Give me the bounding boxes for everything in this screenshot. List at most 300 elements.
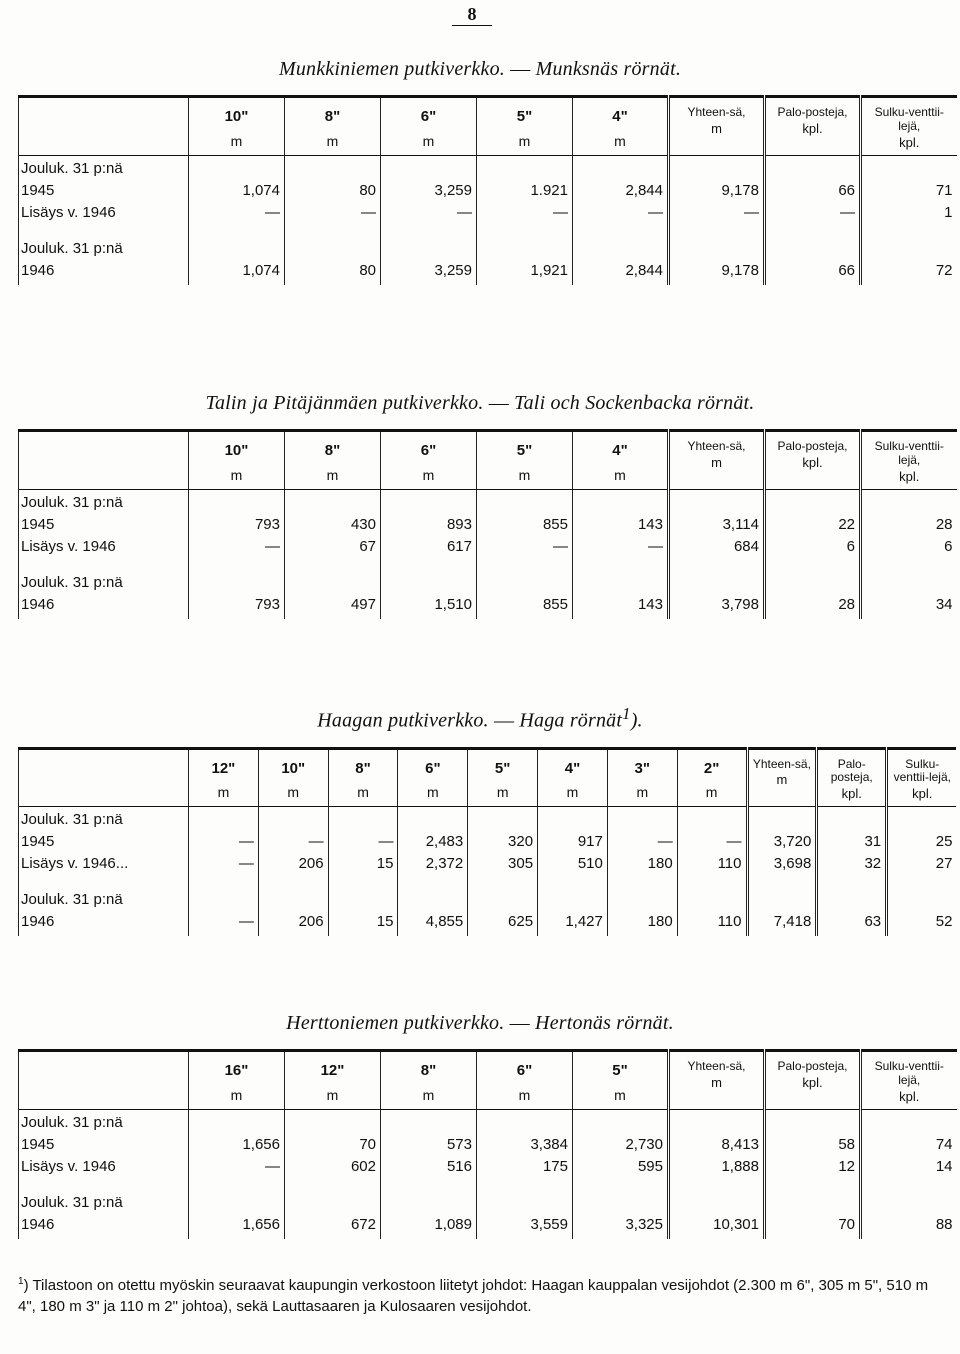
- data-cell: 2,844: [573, 178, 669, 200]
- spacer-cell: [747, 873, 817, 887]
- data-cell: 74: [861, 1132, 957, 1154]
- column-label: 6": [425, 759, 441, 777]
- data-cell: 3,325: [573, 1212, 669, 1239]
- empty-cell: [669, 489, 765, 512]
- column-unit: m: [230, 132, 243, 149]
- data-cell: 305: [468, 851, 538, 873]
- column-label: 8": [324, 442, 341, 459]
- column-label: 5": [494, 759, 511, 777]
- empty-cell: [669, 236, 765, 258]
- spacer-cell: [477, 556, 573, 570]
- data-cell: 320: [468, 829, 538, 851]
- data-cell: 15: [328, 909, 398, 936]
- title-separator: —: [510, 58, 531, 80]
- empty-cell: [765, 570, 861, 592]
- data-cell: 3,798: [669, 592, 765, 619]
- row-label: Jouluk. 31 p:nä: [19, 807, 189, 830]
- data-cell: 206: [258, 851, 328, 873]
- data-cell: 2,372: [398, 851, 468, 873]
- statistics-table: [18, 95, 957, 285]
- data-cell: —: [189, 1154, 285, 1176]
- empty-cell: [477, 1190, 573, 1212]
- column-unit: kpl.: [899, 134, 920, 150]
- column-unit: m: [326, 466, 339, 483]
- data-cell: 25: [887, 829, 957, 851]
- spacer-cell: [573, 1176, 669, 1190]
- data-cell: 180: [607, 851, 677, 873]
- spacer-row: [19, 873, 957, 887]
- column-label: 10": [281, 759, 306, 777]
- column-label: 4": [612, 108, 628, 125]
- data-cell: 7,418: [747, 909, 817, 936]
- data-cell: 28: [765, 592, 861, 619]
- data-cell: 573: [381, 1132, 477, 1154]
- spacer-cell: [189, 1176, 285, 1190]
- data-cell: 88: [861, 1212, 957, 1239]
- data-cell: 175: [477, 1154, 573, 1176]
- table-row: [19, 909, 957, 936]
- column-label: 8": [355, 759, 371, 777]
- column-label: 8": [420, 1062, 437, 1079]
- data-cell: 14: [861, 1154, 957, 1176]
- column-header: [477, 97, 573, 156]
- empty-cell: [573, 155, 669, 178]
- spacer-cell: [669, 222, 765, 236]
- spacer-cell: [538, 873, 608, 887]
- column-label: Palo-posteja,: [777, 105, 848, 119]
- title-separator: —: [488, 392, 509, 414]
- data-cell: 70: [285, 1132, 381, 1154]
- empty-cell: [189, 887, 259, 909]
- data-cell: 893: [381, 512, 477, 534]
- header-row: [19, 748, 957, 807]
- column-unit: m: [422, 132, 435, 149]
- data-cell: 110: [677, 909, 747, 936]
- empty-cell: [258, 807, 328, 830]
- data-cell: 66: [765, 258, 861, 285]
- data-cell: 143: [573, 592, 669, 619]
- empty-cell: [765, 1190, 861, 1212]
- section-title: [0, 704, 960, 733]
- empty-cell: [381, 236, 477, 258]
- data-cell: 12: [765, 1154, 861, 1176]
- column-label: Sulku-venttii-lejä,: [874, 105, 944, 133]
- row-label: Lisäys v. 1946: [19, 200, 189, 222]
- data-cell: 31: [817, 829, 887, 851]
- table-row: [19, 829, 957, 851]
- empty-cell: [189, 236, 285, 258]
- column-unit: m: [326, 1086, 339, 1103]
- empty-cell: [861, 489, 957, 512]
- data-cell: 63: [817, 909, 887, 936]
- empty-cell: [765, 155, 861, 178]
- empty-cell: [189, 570, 285, 592]
- data-cell: 4,855: [398, 909, 468, 936]
- column-header: [285, 97, 381, 156]
- column-unit: kpl.: [802, 120, 823, 136]
- empty-cell: [189, 1190, 285, 1212]
- column-unit: m: [326, 132, 339, 149]
- data-cell: 27: [887, 851, 957, 873]
- empty-cell: [861, 155, 957, 178]
- column-unit: m: [427, 784, 439, 801]
- column-unit: m: [614, 132, 626, 149]
- column-unit: m: [711, 120, 722, 136]
- data-cell: 6: [765, 534, 861, 556]
- column-unit: m: [422, 466, 435, 483]
- spacer-cell: [285, 556, 381, 570]
- spacer-cell: [669, 1176, 765, 1190]
- spacer-cell: [381, 1176, 477, 1190]
- empty-cell: [381, 570, 477, 592]
- data-cell: 180: [607, 909, 677, 936]
- data-cell: 15: [328, 851, 398, 873]
- spacer-cell: [765, 556, 861, 570]
- spacer-cell: [669, 556, 765, 570]
- column-label: 10": [224, 442, 249, 459]
- data-cell: 3,259: [381, 178, 477, 200]
- data-cell: 793: [189, 592, 285, 619]
- empty-cell: [381, 155, 477, 178]
- data-cell: 1,089: [381, 1212, 477, 1239]
- column-label: Sulku-venttii-lejä,: [874, 1059, 944, 1087]
- header-row: [19, 1051, 957, 1110]
- data-cell: 793: [189, 512, 285, 534]
- column-header: [573, 97, 669, 156]
- column-label: 12": [211, 759, 236, 777]
- row-label: Jouluk. 31 p:nä: [19, 1109, 189, 1132]
- spacer-cell: [573, 222, 669, 236]
- column-label: 10": [224, 108, 249, 125]
- row-label: Lisäys v. 1946: [19, 534, 189, 556]
- empty-cell: [573, 1190, 669, 1212]
- data-cell: —: [677, 829, 747, 851]
- empty-cell: [747, 887, 817, 909]
- data-cell: 1,921: [477, 258, 573, 285]
- table-row: [19, 1154, 957, 1176]
- row-label: 1945: [19, 178, 189, 200]
- spacer-cell: [285, 222, 381, 236]
- spacer-cell: [677, 873, 747, 887]
- statistics-table: [18, 1049, 957, 1239]
- spacer-cell: [381, 222, 477, 236]
- data-cell: 617: [381, 534, 477, 556]
- data-cell: 2,844: [573, 258, 669, 285]
- spacer-cell: [861, 556, 957, 570]
- data-cell: —: [765, 200, 861, 222]
- spacer-cell: [189, 222, 285, 236]
- title-separator: —: [509, 1012, 530, 1034]
- data-cell: 1,074: [189, 258, 285, 285]
- spacer-cell: [19, 1176, 189, 1190]
- empty-cell: [887, 887, 957, 909]
- empty-cell: [285, 236, 381, 258]
- data-cell: 52: [887, 909, 957, 936]
- header-row: [19, 431, 957, 490]
- title-separator: —: [493, 709, 515, 732]
- data-cell: 71: [861, 178, 957, 200]
- footnote-marker: 1: [18, 1276, 24, 1287]
- empty-cell: [477, 236, 573, 258]
- table-row: [19, 178, 957, 200]
- data-cell: —: [607, 829, 677, 851]
- spacer-cell: [189, 556, 285, 570]
- empty-cell: [285, 1190, 381, 1212]
- spacer-cell: [381, 556, 477, 570]
- data-cell: 3,720: [747, 829, 817, 851]
- empty-cell: [861, 1109, 957, 1132]
- statistics-table: [18, 429, 957, 619]
- column-header: [477, 431, 573, 490]
- spacer-row: [19, 1176, 957, 1190]
- row-label: Jouluk. 31 p:nä: [19, 570, 189, 592]
- column-unit: m: [230, 1086, 243, 1103]
- column-header: [468, 748, 538, 807]
- footnote-text: ) Tilastoon on otettu myöskin seuraavat kaupungin verkostoon liitetyt johdot: Haagan kauppalan vesijohdot (2.300 m 6", 305 m 5", 510 m 4", 180 m 3" ja 110 m 2" johtoa), sekä Lauttasaaren ja Kulosaaren vesijohdot.: [18, 1277, 929, 1315]
- column-header: [258, 748, 328, 807]
- column-label: 12": [320, 1062, 345, 1079]
- data-cell: 143: [573, 512, 669, 534]
- spacer-cell: [607, 873, 677, 887]
- title-sv: Tali och Sockenbacka rörnät.: [514, 392, 755, 414]
- column-label: Yhteen-sä,: [687, 105, 746, 119]
- column-label: 16": [224, 1062, 249, 1079]
- header-label-col: [19, 748, 189, 807]
- data-cell: —: [189, 909, 259, 936]
- spacer-cell: [285, 1176, 381, 1190]
- table-row-heading: [19, 236, 957, 258]
- data-cell: 497: [285, 592, 381, 619]
- table-row: [19, 851, 957, 873]
- column-header: [381, 97, 477, 156]
- column-label: 6": [420, 442, 437, 459]
- data-cell: 1: [861, 200, 957, 222]
- spacer-cell: [19, 873, 189, 887]
- section-title: [0, 392, 960, 415]
- data-cell: —: [189, 851, 259, 873]
- column-header: [398, 748, 468, 807]
- data-cell: 9,178: [669, 258, 765, 285]
- table-row-heading: [19, 807, 957, 830]
- data-cell: 3,259: [381, 258, 477, 285]
- data-cell: 58: [765, 1132, 861, 1154]
- column-label: 3": [634, 759, 651, 777]
- spacer-cell: [328, 873, 398, 887]
- column-header: [285, 431, 381, 490]
- empty-cell: [468, 887, 538, 909]
- column-unit: m: [217, 784, 230, 801]
- data-cell: 9,178: [669, 178, 765, 200]
- column-label: Sulku-venttii-lejä,: [874, 439, 944, 467]
- table-row-heading: [19, 1190, 957, 1212]
- empty-cell: [538, 807, 608, 830]
- section-tali: [0, 392, 960, 619]
- column-label: 5": [612, 1062, 628, 1079]
- data-cell: 855: [477, 512, 573, 534]
- empty-cell: [285, 155, 381, 178]
- empty-cell: [538, 887, 608, 909]
- title-end: ).: [630, 709, 643, 732]
- column-label: Yhteen-sä,: [687, 439, 746, 453]
- column-label: Yhteen-sä,: [687, 1059, 746, 1073]
- spacer-row: [19, 556, 957, 570]
- empty-cell: [573, 1109, 669, 1132]
- title-fi: Munkkiniemen putkiverkko.: [278, 58, 505, 80]
- data-cell: 625: [468, 909, 538, 936]
- spacer-cell: [189, 873, 259, 887]
- column-header: [285, 1051, 381, 1110]
- column-header: [817, 748, 887, 807]
- data-cell: —: [258, 829, 328, 851]
- column-header: [189, 748, 259, 807]
- column-header: [573, 431, 669, 490]
- spacer-cell: [861, 222, 957, 236]
- empty-cell: [669, 570, 765, 592]
- column-header: [189, 97, 285, 156]
- column-unit: m: [711, 1074, 722, 1090]
- column-header: [887, 748, 957, 807]
- title-sv: Hertonäs rörnät.: [535, 1012, 674, 1034]
- empty-cell: [477, 1109, 573, 1132]
- empty-cell: [477, 489, 573, 512]
- section-herttoniemi: [0, 1012, 960, 1239]
- column-label: 5": [516, 442, 533, 459]
- empty-cell: [381, 1109, 477, 1132]
- data-cell: 2,730: [573, 1132, 669, 1154]
- data-cell: 6: [861, 534, 957, 556]
- column-label: 2": [703, 759, 720, 777]
- row-label: 1946: [19, 258, 189, 285]
- table-row: [19, 512, 957, 534]
- table-row-heading: [19, 489, 957, 512]
- data-cell: 595: [573, 1154, 669, 1176]
- spacer-cell: [477, 222, 573, 236]
- data-cell: 516: [381, 1154, 477, 1176]
- column-unit: kpl.: [899, 1088, 920, 1104]
- section-title: [0, 58, 960, 81]
- empty-cell: [607, 807, 677, 830]
- column-label: 6": [420, 108, 437, 125]
- data-cell: 80: [285, 258, 381, 285]
- spacer-cell: [477, 1176, 573, 1190]
- column-header: [765, 97, 861, 156]
- table-row-heading: [19, 570, 957, 592]
- column-unit: m: [230, 466, 243, 483]
- column-unit: m: [636, 784, 649, 801]
- column-label: Sulku-venttii-lejä,: [893, 756, 951, 785]
- column-label: 4": [612, 442, 628, 459]
- spacer-cell: [468, 873, 538, 887]
- spacer-cell: [19, 222, 189, 236]
- empty-cell: [573, 489, 669, 512]
- column-header: [538, 748, 608, 807]
- row-label: 1946: [19, 1212, 189, 1239]
- spacer-cell: [19, 556, 189, 570]
- column-header: [861, 1051, 957, 1110]
- column-label: 4": [564, 759, 581, 777]
- empty-cell: [285, 1109, 381, 1132]
- data-cell: 28: [861, 512, 957, 534]
- data-cell: 684: [669, 534, 765, 556]
- column-label: 8": [324, 108, 341, 125]
- data-cell: 1,510: [381, 592, 477, 619]
- data-cell: 672: [285, 1212, 381, 1239]
- row-label: 1945: [19, 829, 189, 851]
- spacer-cell: [765, 1176, 861, 1190]
- column-unit: m: [357, 784, 369, 801]
- column-unit: m: [614, 466, 626, 483]
- empty-cell: [477, 155, 573, 178]
- column-header: [861, 431, 957, 490]
- column-unit: m: [705, 784, 718, 801]
- empty-cell: [189, 489, 285, 512]
- data-cell: —: [477, 534, 573, 556]
- data-cell: 1,074: [189, 178, 285, 200]
- data-cell: 3,698: [747, 851, 817, 873]
- empty-cell: [817, 807, 887, 830]
- table-row: [19, 534, 957, 556]
- empty-cell: [669, 1109, 765, 1132]
- column-unit: m: [518, 132, 531, 149]
- header-label-col: [19, 97, 189, 156]
- data-cell: 1.921: [477, 178, 573, 200]
- table-row: [19, 1132, 957, 1154]
- row-label: Jouluk. 31 p:nä: [19, 887, 189, 909]
- column-unit: m: [776, 772, 788, 788]
- spacer-cell: [861, 1176, 957, 1190]
- empty-cell: [477, 570, 573, 592]
- column-header: [747, 748, 817, 807]
- data-cell: 32: [817, 851, 887, 873]
- column-label: Yhteen-sä,: [752, 756, 811, 771]
- empty-cell: [285, 570, 381, 592]
- column-header: [669, 97, 765, 156]
- empty-cell: [381, 1190, 477, 1212]
- column-unit: m: [422, 1086, 435, 1103]
- column-unit: m: [496, 784, 509, 801]
- empty-cell: [573, 570, 669, 592]
- data-cell: —: [381, 200, 477, 222]
- column-header: [477, 1051, 573, 1110]
- title-footnote-marker: 1: [622, 704, 631, 723]
- data-cell: 1,656: [189, 1212, 285, 1239]
- section-haaga: [0, 704, 960, 936]
- column-unit: kpl.: [841, 786, 862, 802]
- column-header: [607, 748, 677, 807]
- row-label: Lisäys v. 1946: [19, 1154, 189, 1176]
- row-label: Jouluk. 31 p:nä: [19, 1190, 189, 1212]
- data-cell: 72: [861, 258, 957, 285]
- header-label-col: [19, 431, 189, 490]
- data-cell: 3,114: [669, 512, 765, 534]
- empty-cell: [328, 807, 398, 830]
- page-number: 8: [452, 4, 492, 26]
- statistics-table: [18, 747, 956, 937]
- data-cell: 430: [285, 512, 381, 534]
- row-label: Lisäys v. 1946...: [19, 851, 189, 873]
- empty-cell: [285, 489, 381, 512]
- empty-cell: [765, 1109, 861, 1132]
- data-cell: —: [573, 534, 669, 556]
- data-cell: —: [477, 200, 573, 222]
- empty-cell: [189, 807, 259, 830]
- table-row: [19, 592, 957, 619]
- empty-cell: [398, 887, 468, 909]
- title-fi: Talin ja Pitäjänmäen putkiverkko.: [205, 392, 484, 414]
- empty-cell: [861, 236, 957, 258]
- table-row-heading: [19, 155, 957, 178]
- column-unit: m: [518, 1086, 531, 1103]
